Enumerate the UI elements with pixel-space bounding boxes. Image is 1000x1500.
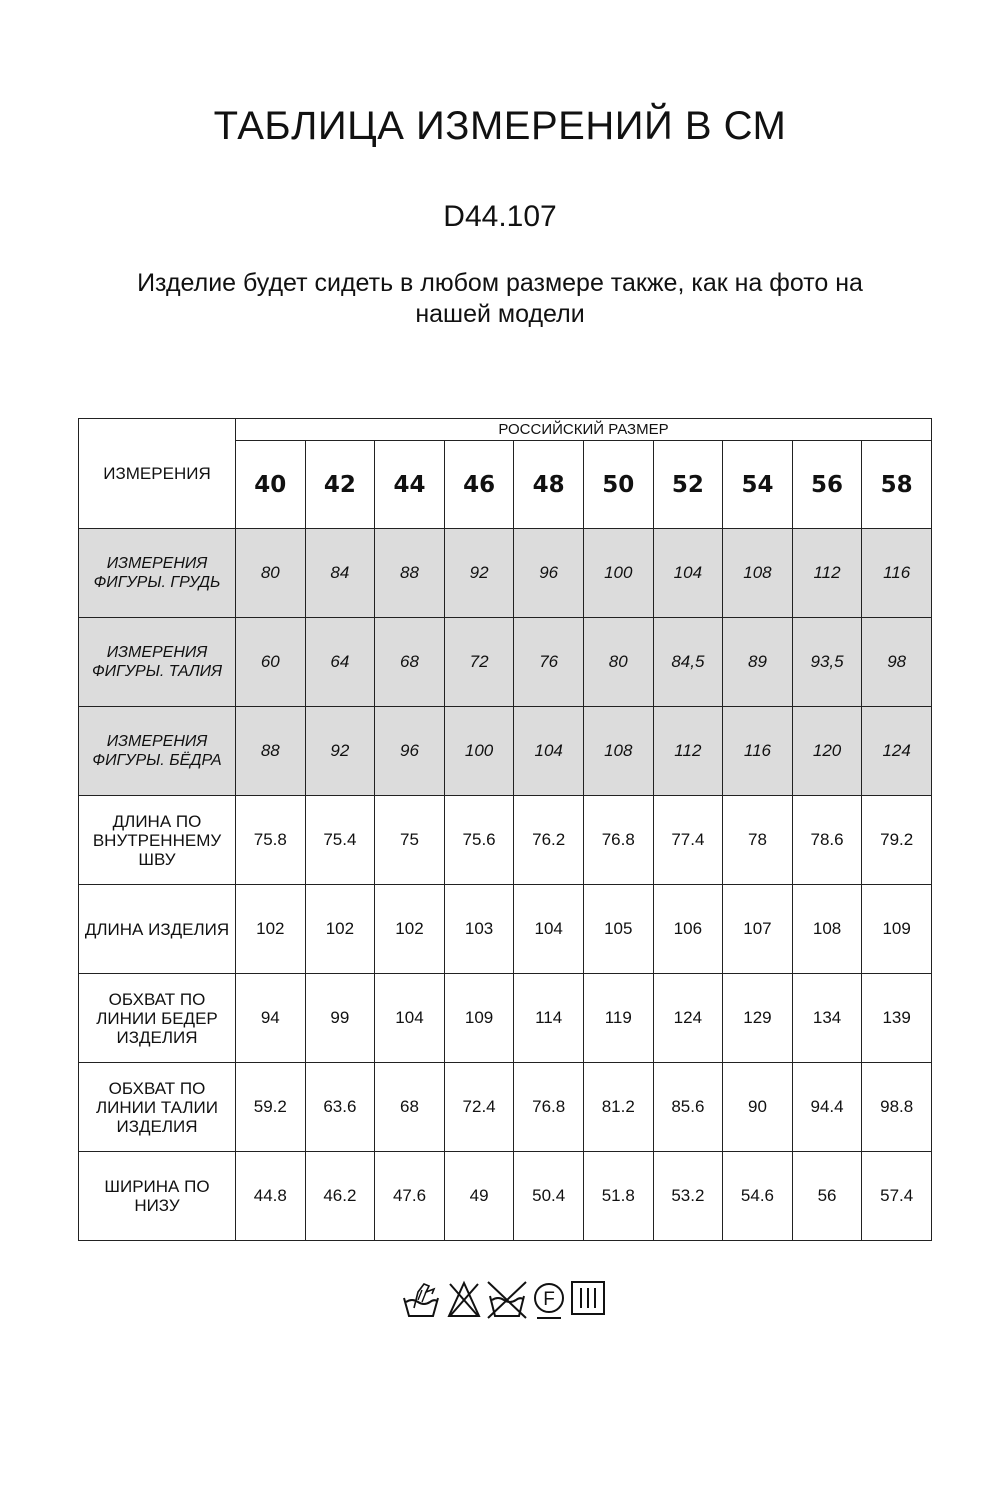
table-cell: 102 [375, 885, 445, 974]
table-cell: 124 [862, 707, 932, 796]
table-cell: 80 [236, 529, 306, 618]
size-header-50: 50 [583, 441, 653, 529]
table-cell: 78.6 [792, 796, 862, 885]
size-header-46: 46 [444, 441, 514, 529]
table-cell: 89 [723, 618, 793, 707]
table-cell: 112 [653, 707, 723, 796]
dry-clean-f-icon [535, 1284, 563, 1318]
table-row [79, 1063, 932, 1152]
row-label: ШИРИНА ПО НИЗУ [79, 1152, 236, 1241]
line-dry-icon [572, 1282, 604, 1314]
table-cell: 98 [862, 618, 932, 707]
row-label: ИЗМЕРЕНИЯ ФИГУРЫ. БЁДРА [79, 707, 236, 796]
table-cell: 108 [723, 529, 793, 618]
table-cell: 104 [514, 885, 584, 974]
table-cell: 100 [583, 529, 653, 618]
table-cell: 80 [583, 618, 653, 707]
size-header-40: 40 [236, 441, 306, 529]
page-title: ТАБЛИЦА ИЗМЕРЕНИЙ В СМ [213, 104, 787, 148]
row-label: ОБХВАТ ПО ЛИНИИ ТАЛИИ ИЗДЕЛИЯ [79, 1063, 236, 1152]
size-header-58: 58 [862, 441, 932, 529]
table-cell: 112 [792, 529, 862, 618]
table-cell: 119 [583, 974, 653, 1063]
size-header-56: 56 [792, 441, 862, 529]
table-cell: 124 [653, 974, 723, 1063]
table-cell: 103 [444, 885, 514, 974]
table-cell: 76.8 [583, 796, 653, 885]
table-row [79, 1152, 932, 1241]
table-cell: 106 [653, 885, 723, 974]
table-cell: 72 [444, 618, 514, 707]
row-label: ИЗМЕРЕНИЯ ФИГУРЫ. ГРУДЬ [79, 529, 236, 618]
row-label: ИЗМЕРЕНИЯ ФИГУРЫ. ТАЛИЯ [79, 618, 236, 707]
size-chart-table [78, 418, 932, 1241]
table-cell: 99 [305, 974, 375, 1063]
table-cell: 108 [792, 885, 862, 974]
table-cell: 84 [305, 529, 375, 618]
table-cell: 46.2 [305, 1152, 375, 1241]
table-cell: 116 [862, 529, 932, 618]
table-cell: 84,5 [653, 618, 723, 707]
table-cell: 49 [444, 1152, 514, 1241]
table-cell: 96 [514, 529, 584, 618]
table-cell: 100 [444, 707, 514, 796]
table-cell: 57.4 [862, 1152, 932, 1241]
fit-note: Изделие будет сидеть в любом размере также, как на фото на нашей модели [137, 269, 863, 328]
do-not-bleach-icon [449, 1283, 479, 1316]
table-cell: 109 [444, 974, 514, 1063]
table-body [79, 529, 932, 1241]
table-cell: 64 [305, 618, 375, 707]
size-header-44: 44 [375, 441, 445, 529]
table-cell: 129 [723, 974, 793, 1063]
table-cell: 59.2 [236, 1063, 306, 1152]
table-cell: 76.2 [514, 796, 584, 885]
measure-header: ИЗМЕРЕНИЯ [79, 419, 236, 529]
table-row [79, 529, 932, 618]
table-cell: 63.6 [305, 1063, 375, 1152]
table-cell: 51.8 [583, 1152, 653, 1241]
do-not-tumble-dry-icon [488, 1282, 526, 1318]
table-cell: 68 [375, 618, 445, 707]
table-cell: 96 [375, 707, 445, 796]
table-cell: 76.8 [514, 1063, 584, 1152]
table-cell: 56 [792, 1152, 862, 1241]
table-cell: 105 [583, 885, 653, 974]
table-cell: 75.8 [236, 796, 306, 885]
table-cell: 120 [792, 707, 862, 796]
table-cell: 104 [653, 529, 723, 618]
table-cell: 85.6 [653, 1063, 723, 1152]
hand-wash-icon [404, 1284, 438, 1316]
table-cell: 72.4 [444, 1063, 514, 1152]
size-header-42: 42 [305, 441, 375, 529]
table-row [79, 707, 932, 796]
table-row [79, 974, 932, 1063]
size-header-48: 48 [514, 441, 584, 529]
table-cell: 134 [792, 974, 862, 1063]
table-cell: 104 [514, 707, 584, 796]
table-cell: 104 [375, 974, 445, 1063]
table-cell: 50.4 [514, 1152, 584, 1241]
table-cell: 102 [305, 885, 375, 974]
table-cell: 92 [305, 707, 375, 796]
table-cell: 108 [583, 707, 653, 796]
model-code: D44.107 [443, 200, 557, 233]
table-cell: 81.2 [583, 1063, 653, 1152]
table-cell: 93,5 [792, 618, 862, 707]
table-row [79, 618, 932, 707]
table-cell: 47.6 [375, 1152, 445, 1241]
table-cell: 78 [723, 796, 793, 885]
dry-clean-letter: F [543, 1289, 555, 1310]
table-cell: 94 [236, 974, 306, 1063]
size-group-header: РОССИЙСКИЙ РАЗМЕР [236, 419, 932, 441]
table-cell: 60 [236, 618, 306, 707]
table-cell: 44.8 [236, 1152, 306, 1241]
table-cell: 92 [444, 529, 514, 618]
table-cell: 75.6 [444, 796, 514, 885]
care-icons [400, 1278, 610, 1322]
row-label: ДЛИНА ИЗДЕЛИЯ [79, 885, 236, 974]
table-row [79, 796, 932, 885]
size-header-52: 52 [653, 441, 723, 529]
table-cell: 75 [375, 796, 445, 885]
table-cell: 139 [862, 974, 932, 1063]
table-cell: 107 [723, 885, 793, 974]
table-cell: 88 [375, 529, 445, 618]
table-cell: 79.2 [862, 796, 932, 885]
table-cell: 68 [375, 1063, 445, 1152]
table-cell: 114 [514, 974, 584, 1063]
table-cell: 88 [236, 707, 306, 796]
table-cell: 75.4 [305, 796, 375, 885]
table-cell: 116 [723, 707, 793, 796]
table-cell: 98.8 [862, 1063, 932, 1152]
size-header-54: 54 [723, 441, 793, 529]
table-cell: 94.4 [792, 1063, 862, 1152]
row-label: ОБХВАТ ПО ЛИНИИ БЕДЕР ИЗДЕЛИЯ [79, 974, 236, 1063]
table-cell: 109 [862, 885, 932, 974]
row-label: ДЛИНА ПО ВНУТРЕННЕМУ ШВУ [79, 796, 236, 885]
table-cell: 102 [236, 885, 306, 974]
table-cell: 90 [723, 1063, 793, 1152]
table-cell: 76 [514, 618, 584, 707]
table-cell: 53.2 [653, 1152, 723, 1241]
table-cell: 54.6 [723, 1152, 793, 1241]
table-cell: 77.4 [653, 796, 723, 885]
table-row [79, 885, 932, 974]
